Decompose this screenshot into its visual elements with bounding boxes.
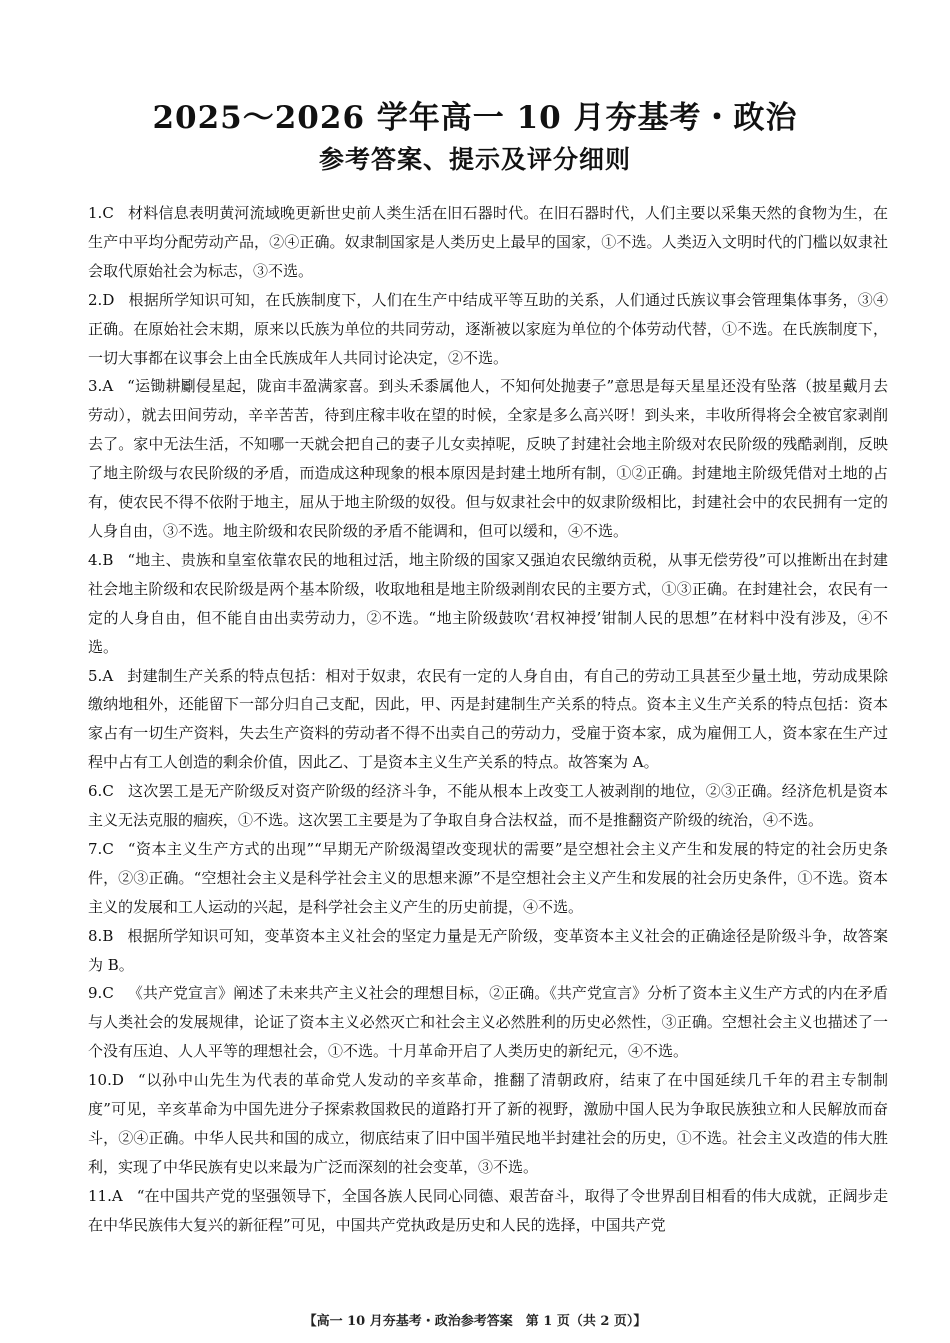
answer-item bbox=[88, 979, 888, 1066]
answer-number: 7. bbox=[88, 839, 103, 858]
answer-choice: C bbox=[102, 839, 114, 858]
answer-list bbox=[88, 199, 888, 1240]
answer-item bbox=[88, 1182, 888, 1240]
answer-choice: C bbox=[102, 204, 114, 222]
answer-explanation: 根据所学知识可知，变革资本主义社会的坚定力量是无产阶级，变革资本主义社会的正确途径是阶级斗争，故答案为 B。 bbox=[88, 926, 888, 974]
answer-explanation: 这次罢工是无产阶级反对资产阶级的经济斗争，不能从根本上改变工人被剥削的地位，②③正确。经济危机是资本主义无法克服的痼疾，①不选。这次罢工主要是为了争取自身合法权益，而不是推翻资产阶级的统治，④不选。 bbox=[88, 782, 888, 830]
answer-explanation: 封建制生产关系的特点包括：相对于奴隶，农民有一定的人身自由，有自己的劳动工具甚至少量土地，劳动成果除缴纳地租外，还能留下一部分归自己支配，因此，甲、丙是封建制生产关系的特点。资本主义生产关系的特点包括：资本家占有一切生产资料，失去生产资料的劳动者不得不出卖自己的劳动力，受雇于资本家，成为雇佣工人，资本家在生产过程中占有工人创造的剩余价值，因此乙、丁是资本主义生产关系的特点。故答案为 A。 bbox=[88, 666, 888, 772]
answer-explanation: “运锄耕劚侵星起，陇亩丰盈满家喜。到头禾黍属他人，不知何处抛妻子”意思是每天星星还没有坠落（披星戴月去劳动），就去田间劳动，辛辛苦苦，待到庄稼丰收在望的时候，全家是多么高兴呀！到头来，丰收所得将会全被官家剥削去了。家中无法生活，不知哪一天就会把自己的妻子儿女卖掉呢，反映了封建社会地主阶级对农民阶级的残酷剥削，反映了地主阶级与农民阶级的矛盾，而造成这种现象的根本原因是封建土地所有制，①②正确。封建地主阶级凭借对土地的占有，使农民不得不依附于地主，屈从于地主阶级的奴役。但与奴隶社会中的奴隶阶级相比，封建社会中的农民拥有一定的人身自由，③不选。地主阶级和农民阶级的矛盾不能调和，但可以缓和，④不选。 bbox=[88, 377, 888, 540]
answer-choice: A bbox=[102, 377, 114, 396]
answer-choice: C bbox=[102, 782, 114, 801]
answer-choice: C bbox=[102, 984, 114, 1003]
answer-explanation: “资本主义生产方式的出现”“早期无产阶级渴望改变现状的需要”是空想社会主义产生和发展的特定的社会历史条件，②③正确。“空想社会主义是科学社会主义的思想来源”不是空想社会主义产生和发展的社会历史条件，①不选。资本主义的发展和工人运动的兴起，是科学社会主义产生的历史前提，④不选。 bbox=[88, 839, 888, 916]
answer-number: 3. bbox=[88, 377, 103, 396]
answer-number: 9. bbox=[88, 984, 103, 1003]
answer-choice: A bbox=[102, 666, 114, 685]
answer-item bbox=[88, 372, 888, 545]
answer-choice: D bbox=[111, 1071, 124, 1090]
answer-item bbox=[88, 286, 888, 373]
answer-choice: B bbox=[102, 926, 114, 945]
page-subtitle: 参考答案、提示及评分细则 bbox=[318, 145, 631, 174]
answer-number: 11. bbox=[88, 1186, 112, 1205]
answer-number: 6. bbox=[88, 782, 103, 801]
answer-choice: B bbox=[102, 550, 114, 569]
page-footer: 【高一 10 月夯基考・政治参考答案 第 1 页（共 2 页）】 bbox=[303, 1314, 647, 1329]
answer-choice: D bbox=[102, 290, 115, 309]
answer-explanation: “地主、贵族和皇室依靠农民的地租过活，地主阶级的国家又强迫农民缴纳贡税，从事无偿劳役”可以推断出在封建社会地主阶级和农民阶级是两个基本阶级，收取地租是地主阶级剥削农民的主要方式，①③正确。在封建社会，农民有一定的人身自由，但不能自由出卖劳动力，②不选。“地主阶级鼓吹‘君权神授’钳制人民的思想”在材料中没有涉及，④不选。 bbox=[88, 550, 888, 656]
answer-explanation: 根据所学知识可知，在氏族制度下，人们在生产中结成平等互助的关系，人们通过氏族议事会管理集体事务，③④正确。在原始社会末期，原来以氏族为单位的共同劳动，逐渐被以家庭为单位的个体劳动代替，①不选。在氏族制度下，一切大事都在议事会上由全氏族成年人共同讨论决定，②不选。 bbox=[88, 290, 888, 367]
answer-explanation: 材料信息表明黄河流域晚更新世史前人类生活在旧石器时代。在旧石器时代，人们主要以采集天然的食物为生，在生产中平均分配劳动产品，②④正确。奴隶制国家是人类历史上最早的国家，①不选。人类迈入文明时代的门槛以奴隶社会取代原始社会为标志，③不选。 bbox=[88, 204, 888, 280]
answer-number: 5. bbox=[88, 666, 103, 685]
answer-explanation: “以孙中山先生为代表的革命党人发动的辛亥革命，推翻了清朝政府，结束了在中国延续几千年的君主专制制度”可见，辛亥革命为中国先进分子探索救国救民的道路打开了新的视野，激励中国人民为争取民族独立和人民解放而奋斗，②④正确。中华人民共和国的成立，彻底结束了旧中国半殖民地半封建社会的历史，①不选。社会主义改造的伟大胜利，实现了中华民族有史以来最为广泛而深刻的社会变革，③不选。 bbox=[88, 1071, 888, 1176]
answer-item bbox=[88, 922, 888, 980]
answer-explanation: “在中国共产党的坚强领导下，全国各族人民同心同德、艰苦奋斗，取得了令世界刮目相看的伟大成就，正阔步走在中华民族伟大复兴的新征程”可见，中国共产党执政是历史和人民的选择，中国共产党 bbox=[88, 1186, 888, 1234]
answer-item bbox=[88, 199, 888, 286]
answer-number: 4. bbox=[88, 550, 103, 569]
answer-choice: A bbox=[111, 1186, 123, 1205]
answer-item bbox=[88, 1066, 888, 1182]
answer-explanation: 《共产党宣言》阐述了未来共产主义社会的理想目标，②正确。《共产党宣言》分析了资本主义生产方式的内在矛盾与人类社会的发展规律，论证了资本主义必然灭亡和社会主义必然胜利的历史必然性，③正确。空想社会主义也描述了一个没有压迫、人人平等的理想社会，①不选。十月革命开启了人类历史的新纪元，④不选。 bbox=[88, 984, 888, 1061]
answer-item bbox=[88, 777, 888, 835]
answer-item bbox=[88, 662, 888, 778]
page-title: 2025～2026 学年高一 10 月夯基考・政治 bbox=[152, 100, 798, 136]
answer-number: 8. bbox=[88, 926, 103, 945]
answer-number: 1. bbox=[88, 204, 103, 222]
answer-number: 10. bbox=[88, 1071, 112, 1090]
answer-number: 2. bbox=[88, 290, 103, 309]
answer-item bbox=[88, 546, 888, 662]
answer-item bbox=[88, 835, 888, 922]
